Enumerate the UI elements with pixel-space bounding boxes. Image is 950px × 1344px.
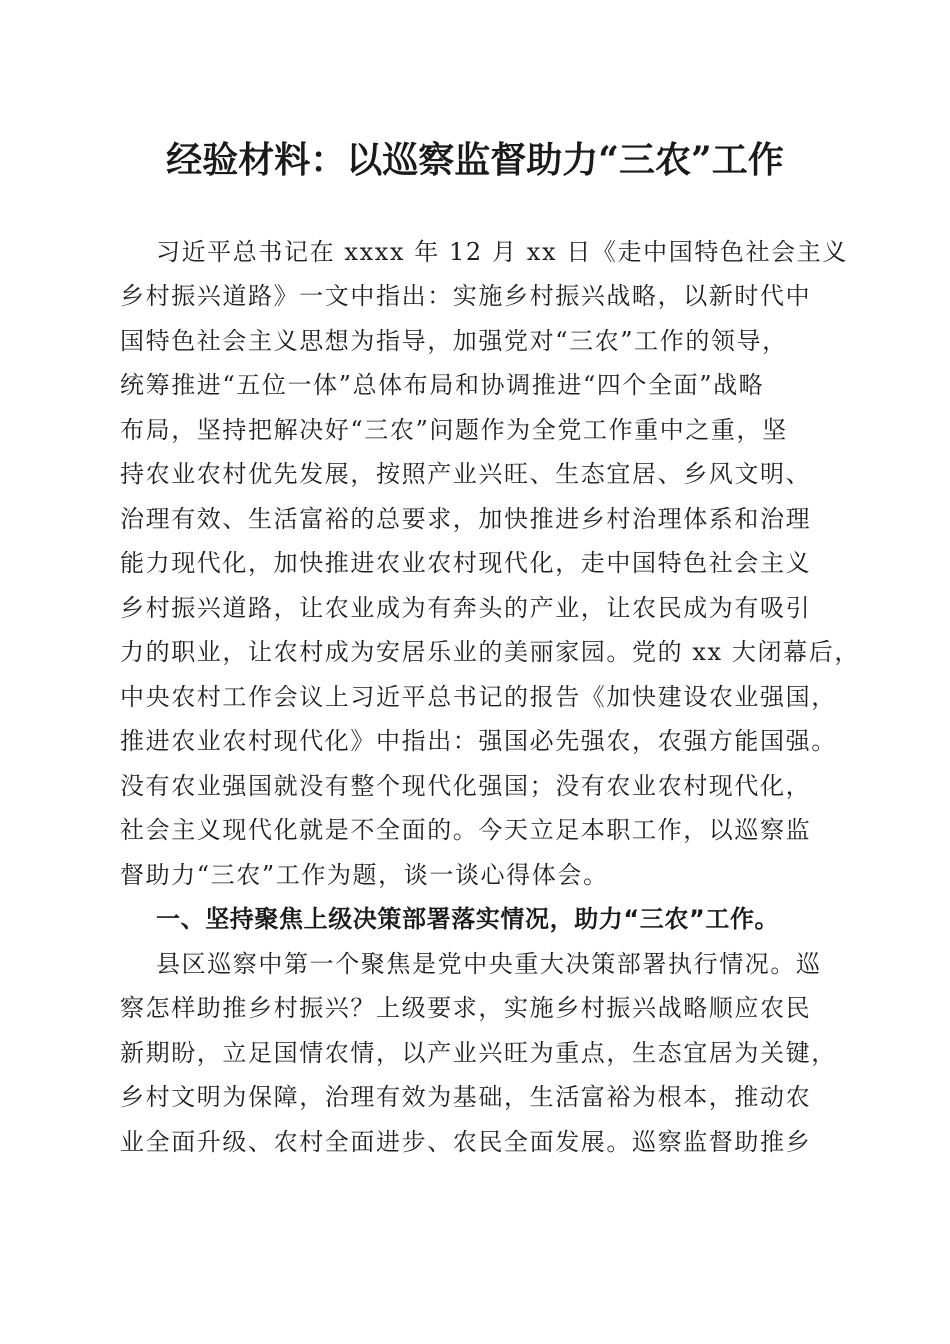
paragraph-line: 推进农业农村现代化》中指出：强国必先强农，农强方能国强。: [120, 727, 837, 755]
paragraph-line: 县区巡察中第一个聚焦是党中央重大决策部署执行情况。巡: [156, 950, 822, 978]
paragraph-line: 察怎样助推乡村振兴？上级要求，实施乡村振兴战略顺应农民: [120, 994, 812, 1022]
paragraph-line: 国特色社会主义思想为指导，加强党对“三农”工作的领导，: [120, 327, 788, 355]
paragraph-line: 乡村振兴道路》一文中指出：实施乡村振兴战略，以新时代中: [120, 282, 812, 310]
paragraph-line: 督助力“三农”工作为题，谈一谈心得体会。: [120, 861, 609, 889]
paragraph-line: 布局，坚持把解决好“三农”问题作为全党工作重中之重，坚: [120, 416, 788, 444]
paragraph-line: 业全面升级、农村全面进步、农民全面发展。巡察监督助推乡: [120, 1128, 812, 1156]
paragraph-line: 持农业农村优先发展，按照产业兴旺、生态宜居、乡风文明、: [120, 460, 812, 488]
paragraph-line: 力的职业，让农村成为安居乐业的美丽家园。党的 xx 大闭幕后，: [120, 638, 860, 666]
document-title: 经验材料：以巡察监督助力“三农”工作: [166, 139, 784, 181]
paragraph-line: 中央农村工作会议上习近平总书记的报告《加快建设农业强国，: [120, 683, 837, 711]
paragraph-line: 乡村文明为保障，治理有效为基础，生活富裕为根本，推动农: [120, 1083, 812, 1111]
paragraph-line: 习近平总书记在 xxxx 年 12 月 xx 日《走中国特色社会主义: [156, 238, 848, 266]
paragraph-line: 治理有效、生活富裕的总要求，加快推进乡村治理体系和治理: [120, 505, 812, 533]
paragraph-line: 统筹推进“五位一体”总体布局和协调推进“四个全面”战略: [120, 371, 765, 399]
paragraph-line: 乡村振兴道路，让农业成为有奔头的产业，让农民成为有吸引: [120, 594, 812, 622]
paragraph-line: 能力现代化，加快推进农业农村现代化，走中国特色社会主义: [120, 549, 812, 577]
paragraph-line: 没有农业强国就没有整个现代化强国；没有农业农村现代化，: [120, 772, 812, 800]
paragraph-line: 新期盼，立足国情农情，以产业兴旺为重点，生态宜居为关键，: [120, 1039, 837, 1067]
paragraph-line: 社会主义现代化就是不全面的。今天立足本职工作，以巡察监: [120, 816, 812, 844]
section-heading: 一、坚持聚焦上级决策部署落实情况，助力“三农”工作。: [156, 905, 780, 933]
